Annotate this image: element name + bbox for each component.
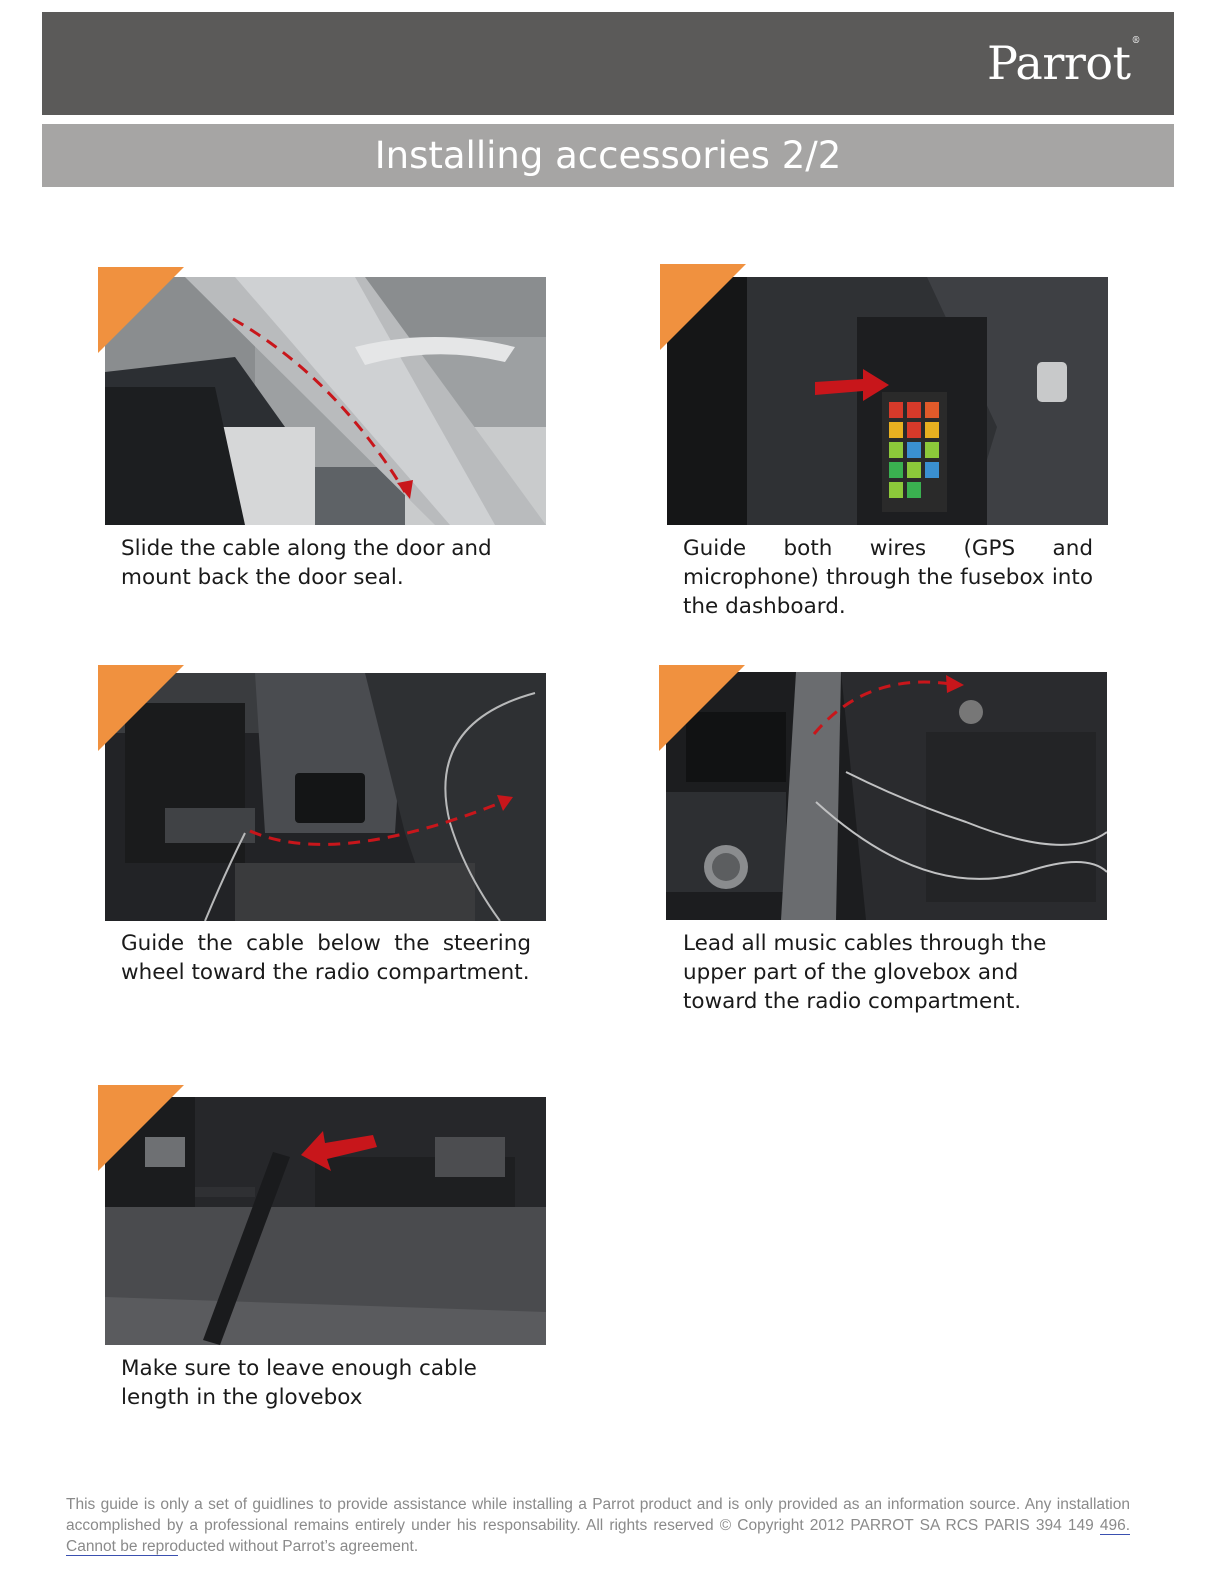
page-title: Installing accessories 2/2: [374, 134, 842, 177]
disclaimer-link[interactable]: 496. Cannot be repro: [66, 1517, 1130, 1555]
step-1-caption: Slide the cable along the door and mount back the door seal.: [121, 536, 492, 590]
step-1-corner-accent: [98, 267, 184, 353]
step-2-caption: Guide both wires (GPS and microphone) through the fusebox into the dashboard.: [683, 536, 1093, 619]
step-2-corner-accent: [660, 264, 746, 350]
brand-name: Parrot: [987, 36, 1131, 90]
step-4-corner-accent: [659, 665, 745, 751]
disclaimer-tail: ducted without Parrot’s agreement.: [178, 1538, 419, 1555]
step-3-caption: Guide the cable below the steering wheel toward the radio compartment.: [121, 931, 531, 985]
step-5-corner-accent: [98, 1085, 184, 1171]
step-3-corner-accent: [98, 665, 184, 751]
step-4-caption: Lead all music cables through the upper part of the glovebox and toward the radio compartment.: [683, 931, 1047, 1014]
header-bar: [42, 12, 1174, 115]
step-5-caption: Make sure to leave enough cable length in the glovebox: [121, 1356, 477, 1410]
title-bar: [42, 124, 1174, 187]
registered-mark: ®: [1131, 36, 1140, 46]
disclaimer-footer: [66, 1494, 1130, 1557]
disclaimer-text: This guide is only a set of guidlines to provide assistance while installing a Parrot product and is only provided as an information source. Any installation accomplished by a professional remains entirely under his responsability. All rights reserved © Copyright 2012 PARROT SA RCS PARIS 394 149: [66, 1496, 1130, 1534]
parrot-logo: [987, 36, 1140, 90]
